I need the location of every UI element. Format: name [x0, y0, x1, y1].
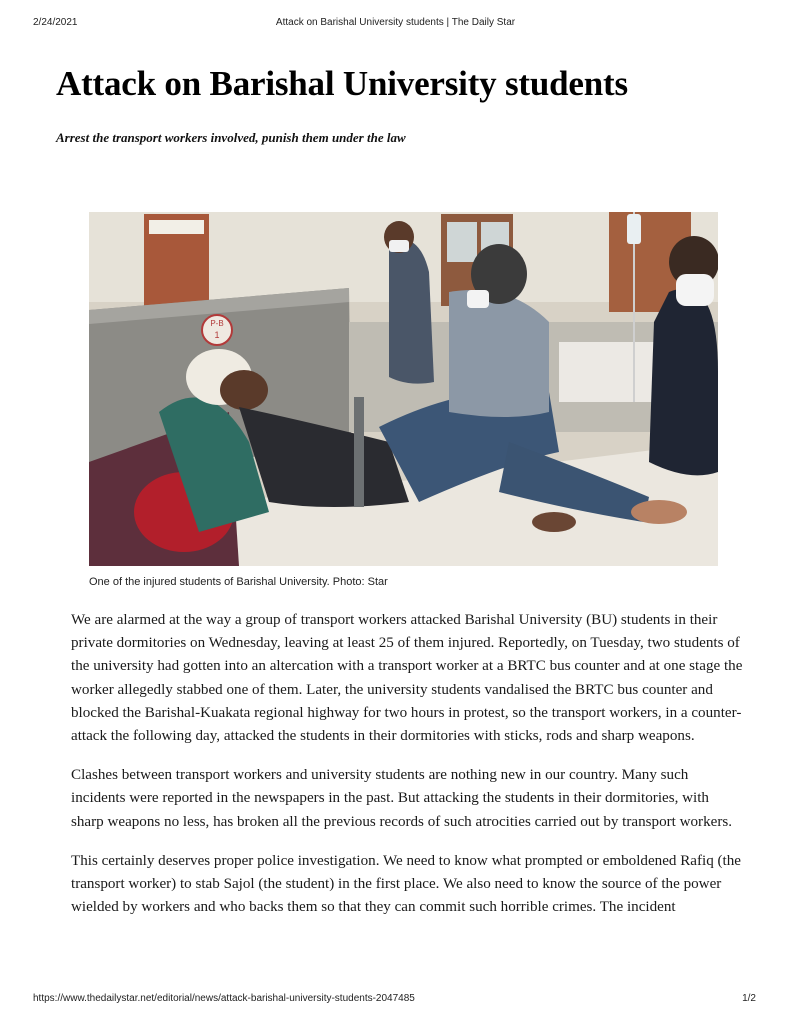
page-number: 1/2: [742, 993, 756, 1004]
bed-sign: [202, 315, 232, 345]
article-paragraph-1: We are alarmed at the way a group of transport workers attacked Barishal University (BU) students in their private dormitories on Wednesday, leaving at least 25 of them injured. Reportedly, on Tuesday, two students of the university had gotten into an altercation with a transport worker at a BRTC bus counter and at one stage the worker allegedly stabbed one of them. Later, the university students vandalised the BRTC bus counter and blocked the Barishal-Kuakata regional highway for two hours in protest, so the transport workers, in a counter-attack the following day, attacked the students in their dormitories with sticks, rods and sharp weapons.: [71, 612, 743, 745]
print-url: https://www.thedailystar.net/editorial/news/attack-barishal-university-students-2047485: [33, 993, 415, 1004]
print-date: 2/24/2021: [33, 17, 78, 28]
article-subheadline: Arrest the transport workers involved, punish them under the law: [56, 130, 406, 145]
print-page-title: Attack on Barishal University students | The Daily Star: [275, 17, 516, 28]
photo-caption: One of the injured students of Barishal University. Photo: Star: [89, 576, 388, 588]
bed-sign-number: 1: [214, 330, 220, 340]
article-paragraph-3: This certainly deserves proper police investigation. We need to know what prompted or emboldened Rafiq (the transport worker) to stab Sajol (the student) in the first place. We also need to know the source of the power wielded by workers and who backs them so that they can commit such horrible crimes. The incident: [71, 852, 741, 916]
article-photo: [89, 212, 718, 566]
article-paragraph-2: Clashes between transport workers and university students are nothing new in our country. Many such incidents were reported in the newspapers in the past. But attacking the students in their dormitories, with sharp weapons no less, has broken all the previous records of such atrocities carried out by transport workers.: [71, 767, 733, 830]
article-body: [71, 609, 743, 935]
article-headline: Attack on Barishal University students: [56, 64, 628, 103]
bed-sign-label: P-B: [210, 319, 224, 328]
